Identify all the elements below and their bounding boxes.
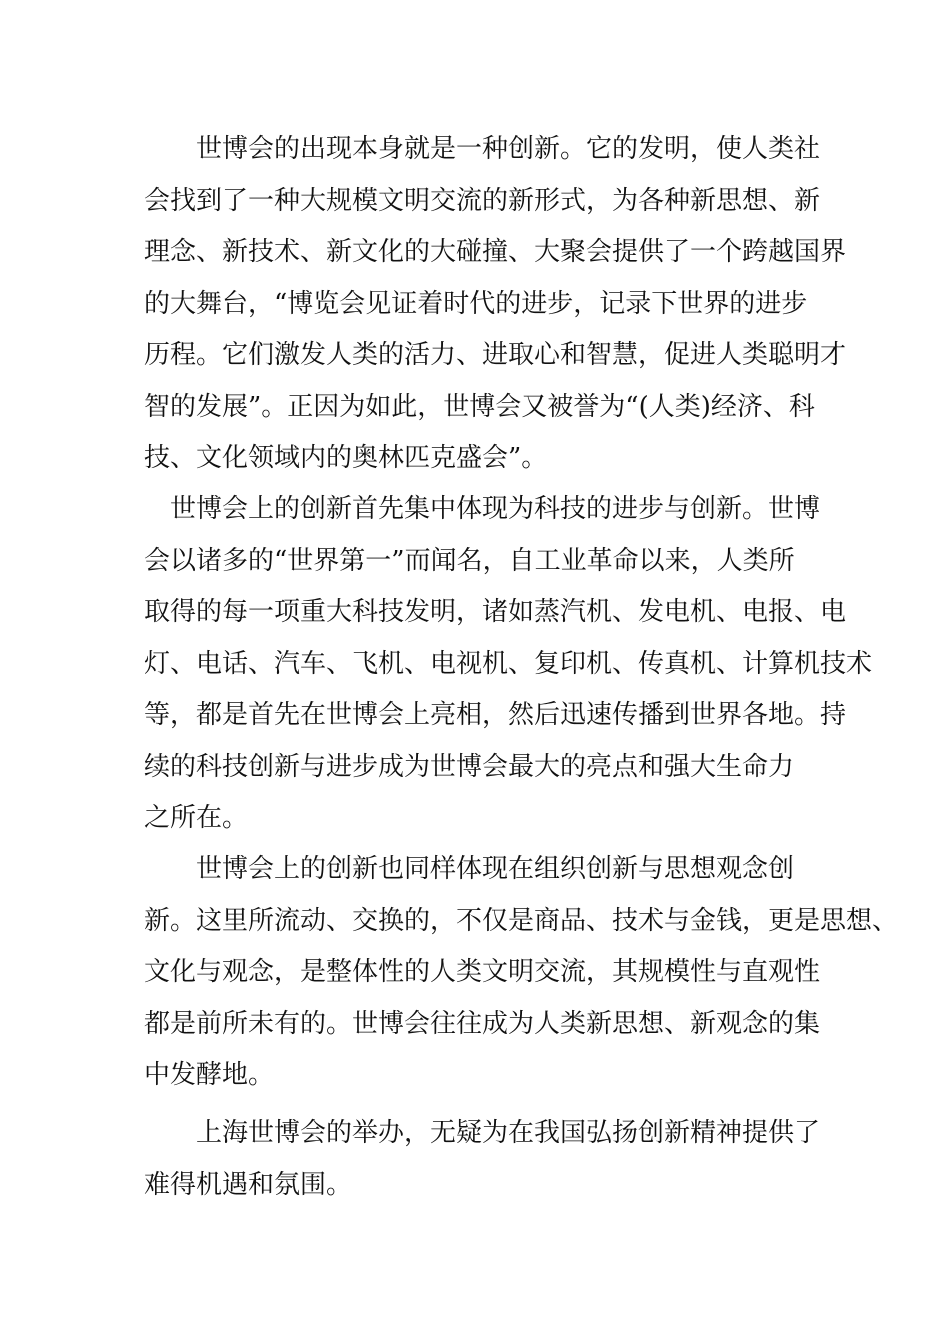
text-line: 会找到了一种大规模文明交流的新形式，为各种新思想、新 [144, 186, 821, 216]
text-line: 都是前所未有的。世博会往往成为人类新思想、新观念的集 [144, 1009, 821, 1039]
text-line: 的大舞台，“博览会见证着时代的进步，记录下世界的进步 [144, 289, 808, 319]
text-line: 难得机遇和氛围。 [144, 1170, 353, 1200]
text-line: 等，都是首先在世博会上亮相，然后迅速传播到世界各地。持 [144, 700, 847, 730]
text-line: 智的发展”。正因为如此，世博会又被誉为“(人类)经济、科 [144, 392, 815, 422]
text-line: 中发酵地。 [144, 1060, 275, 1090]
text-line: 灯、电话、汽车、飞机、电视机、复印机、传真机、计算机技术 [144, 649, 873, 679]
text-line: 文化与观念，是整体性的人类文明交流，其规模性与直观性 [144, 957, 821, 987]
text-line: 世博会上的创新首先集中体现为科技的进步与创新。世博 [170, 494, 821, 524]
text-line: 世博会的出现本身就是一种创新。它的发明，使人类社 [196, 134, 821, 164]
text-line: 历程。它们激发人类的活力、进取心和智慧，促进人类聪明才 [144, 340, 847, 370]
text-line: 会以诸多的“世界第一”而闻名，自工业革命以来，人类所 [144, 546, 795, 576]
text-line: 新。这里所流动、交换的，不仅是商品、技术与金钱，更是思想、 [144, 906, 899, 936]
text-line: 之所在。 [144, 803, 249, 833]
text-line: 取得的每一项重大科技发明，诸如蒸汽机、发电机、电报、电 [144, 597, 847, 627]
text-line: 上海世博会的举办，无疑为在我国弘扬创新精神提供了 [196, 1118, 821, 1148]
text-line: 续的科技创新与进步成为世博会最大的亮点和强大生命力 [144, 752, 795, 782]
text-line: 世博会上的创新也同样体现在组织创新与思想观念创 [196, 854, 795, 884]
text-line: 理念、新技术、新文化的大碰撞、大聚会提供了一个跨越国界 [144, 237, 847, 267]
text-line: 技、文化领域内的奥林匹克盛会”。 [144, 443, 548, 473]
